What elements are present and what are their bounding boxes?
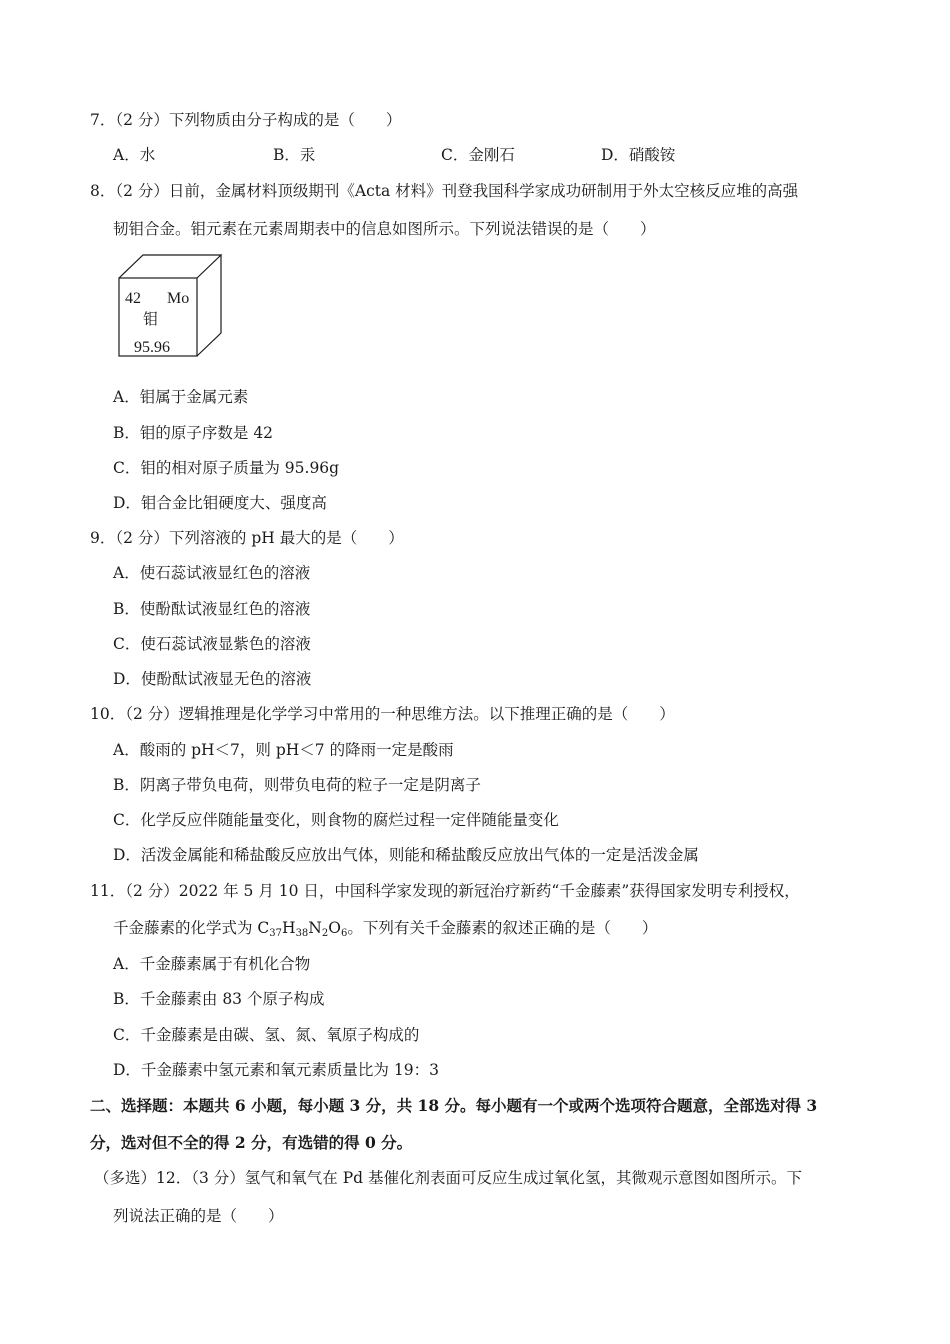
element-tile-figure — [117, 253, 225, 359]
formula-n: N — [308, 919, 322, 937]
question-9-option-a: A．使石蕊试液显红色的溶液 — [113, 564, 311, 582]
element-name: 钼 — [143, 310, 159, 328]
question-11-stem-line2 — [113, 918, 657, 938]
formula-sub-c: 37 — [269, 928, 283, 939]
question-8-option-d: D．钼合金比钼硬度大、强度高 — [113, 494, 327, 512]
question-10-option-a: A．酸雨的 pH＜7，则 pH＜7 的降雨一定是酸雨 — [113, 741, 454, 759]
formula-o: O — [328, 919, 341, 937]
element-tile-side — [197, 255, 221, 356]
question-7-option-d: D．硝酸铵 — [601, 146, 676, 164]
element-atomic-number: 42 — [125, 290, 141, 307]
question-10-stem: 10．（2 分）逻辑推理是化学学习中常用的一种思维方法。以下推理正确的是（ ） — [90, 705, 675, 723]
question-7-option-b: B．汞 — [273, 146, 316, 164]
question-8-stem-line2: 韧钼合金。钼元素在元素周期表中的信息如图所示。下列说法错误的是（ ） — [113, 220, 656, 238]
formula-prefix: 千金藤素的化学式为 C — [113, 919, 270, 937]
question-8-option-b: B．钼的原子序数是 42 — [113, 424, 274, 442]
question-11-stem-line1: 11．（2 分）2022 年 5 月 10 日，中国科学家发现的新冠治疗新药“千金藤素”获得国家发明专利授权， — [90, 882, 800, 900]
question-10-option-c: C．化学反应伴随能量变化，则食物的腐烂过程一定伴随能量变化 — [113, 811, 559, 829]
question-8-option-c: C．钼的相对原子质量为 95.96g — [113, 459, 340, 477]
question-8-stem-line1: 8．（2 分）日前，金属材料顶级期刊《Acta 材料》刊登我国科学家成功研制用于外太空核反应堆的高强 — [90, 182, 799, 200]
question-11-option-c: C．千金藤素是由碳、氢、氮、氧原子构成的 — [113, 1026, 420, 1044]
question-9-option-c: C．使石蕊试液显紫色的溶液 — [113, 635, 311, 653]
question-12-stem-line2: 列说法正确的是（ ） — [113, 1207, 284, 1225]
question-7-option-c: C．金刚石 — [441, 146, 515, 164]
question-8-option-a: A．钼属于金属元素 — [113, 388, 249, 406]
section-2-heading-line1: 二、选择题：本题共 6 小题，每小题 3 分，共 18 分。每小题有一个或两个选项符合题意，全部选对得 3 — [90, 1096, 818, 1115]
question-12-stem-line1: （多选）12．（3 分）氢气和氧气在 Pd 基催化剂表面可反应生成过氧化氢，其微观示意图如图所示。下 — [94, 1169, 802, 1187]
formula-sub-h: 38 — [295, 928, 309, 939]
question-7-options — [0, 145, 950, 167]
question-9-option-d: D．使酚酞试液显无色的溶液 — [113, 670, 312, 688]
formula-suffix: 。下列有关千金藤素的叙述正确的是（ ） — [347, 919, 658, 937]
question-11-option-b: B．千金藤素由 83 个原子构成 — [113, 990, 325, 1008]
question-7-option-a: A．水 — [113, 146, 156, 164]
question-9-option-b: B．使酚酞试液显红色的溶液 — [113, 600, 311, 618]
element-atomic-mass: 95.96 — [134, 339, 170, 356]
question-11-option-a: A．千金藤素属于有机化合物 — [113, 955, 311, 973]
question-7-stem: 7．（2 分）下列物质由分子构成的是（ ） — [90, 111, 402, 129]
question-9-stem: 9．（2 分）下列溶液的 pH 最大的是（ ） — [90, 529, 404, 547]
question-10-option-b: B．阴离子带负电荷，则带负电荷的粒子一定是阴离子 — [113, 776, 481, 794]
formula-sub-o: 6 — [340, 928, 348, 939]
section-2-heading-line2: 分，选对但不全的得 2 分，有选错的得 0 分。 — [90, 1133, 413, 1152]
formula-h: H — [282, 919, 296, 937]
element-symbol: Mo — [167, 290, 190, 307]
element-tile-top — [119, 255, 221, 278]
question-11-option-d: D．千金藤素中氢元素和氧元素质量比为 19：3 — [113, 1061, 439, 1079]
question-10-option-d: D．活泼金属能和稀盐酸反应放出气体，则能和稀盐酸反应放出气体的一定是活泼金属 — [113, 846, 699, 864]
formula-sub-n: 2 — [321, 928, 329, 939]
